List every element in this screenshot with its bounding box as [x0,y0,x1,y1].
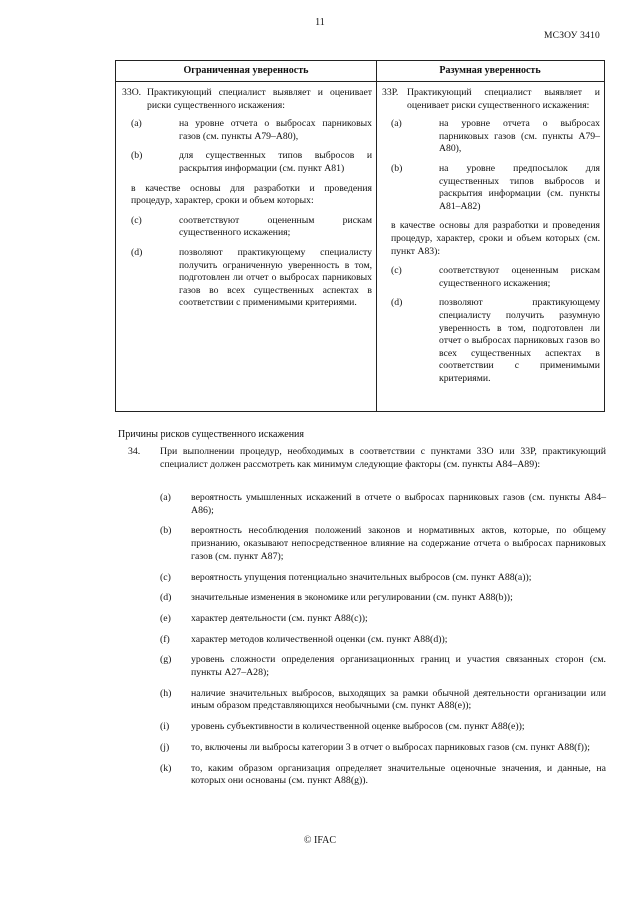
lead-text: в качестве основы для разработки и проведения процедур, характер, сроки и объем которых (см. пункт А83): [391,220,600,257]
paragraph-number: 33Р. [382,87,399,98]
list-item [118,742,606,755]
list-item [118,525,606,563]
paragraph-33o [122,87,372,112]
item-text: на уровне предпосылок для существенных типов выбросов и раскрытия информации (см. пункты А81–А82) [439,162,600,212]
item-label: (k) [160,762,172,774]
item-label: (a) [391,118,402,130]
item-label: (a) [131,118,142,130]
lead-text: в качестве основы для разработки и проведения процедур, характер, сроки и объем которых: [131,182,372,207]
limited-assurance-column [122,87,372,317]
list-item [382,265,600,290]
item-label: (c) [391,265,402,277]
item-text: вероятность умышленных искажений в отчете о выбросах парниковых газов (см. пункты А84–А86); [191,492,606,516]
list-item [118,592,606,605]
item-label: (b) [391,162,403,174]
section-title: Причины рисков существенного искажения [118,429,305,440]
item-text: позволяют практикующему специалисту получить ограниченную уверенность в том, подготовлен ли отчет о выбросах парниковых газов во всех существенных аспектах в соответствии с применимыми критериями. [179,246,372,309]
reasonable-assurance-heading: Разумная уверенность [439,65,541,76]
list-item [122,215,372,240]
list-item [118,634,606,647]
list-item [118,492,606,517]
item-text: соответствуют оцененным рискам существенного искажения; [439,265,600,289]
paragraph-number: 33О. [122,87,142,98]
limited-assurance-heading: Ограниченная уверенность [183,65,309,76]
item-label: (c) [131,214,142,226]
item-label: (b) [131,150,143,162]
paragraph-text: Практикующий специалист выявляет и оценивает риски существенного искажения: [407,87,600,111]
list-item [122,118,372,143]
item-label: (d) [131,246,143,258]
item-text: для существенных типов выбросов и раскрытия информации (см. пункт А81) [179,150,372,174]
factors-list [118,492,606,796]
reasonable-assurance-column [382,87,600,392]
item-text: на уровне отчета о выбросах парниковых газов (см. пункты А79–А80), [179,118,372,142]
item-label: (f) [160,633,170,645]
header-rule [116,81,604,82]
item-text: соответствуют оцененным рискам существенного искажения; [179,214,372,239]
item-text: характер деятельности (см. пункт А88(c)); [191,612,368,624]
item-label: (h) [160,687,172,699]
item-label: (i) [160,721,170,733]
paragraph-number: 34. [128,446,141,457]
list-item [122,247,372,310]
item-text: уровень субъективности в количественной оценке выбросов (см. пункт А88(e)); [191,721,525,733]
list-item [122,150,372,175]
item-label: (a) [160,492,171,503]
column-divider [376,61,377,411]
list-item [118,654,606,679]
item-label: (e) [160,612,171,624]
item-label: (d) [160,592,172,604]
list-item [118,613,606,626]
item-text: то, каким образом организация определяет значительные оценочные значения, и данные, на которых они основаны (см. пункт А88(g)). [191,762,606,787]
paragraph-33r [382,87,600,112]
item-label: (j) [160,741,170,753]
page-number: 11 [315,17,325,28]
paragraph-text: Практикующий специалист выявляет и оценивает риски существенного искажения: [147,87,372,111]
item-text: значительные изменения в экономике или регулировании (см. пункт А88(b)); [191,592,513,604]
item-text: позволяют практикующему специалисту получить разумную уверенность в том, подготовлен ли отчет о выбросах парниковых газов во всех существенных аспектах в соответствии с применимыми критериями. [439,297,600,384]
item-text: наличие значительных выбросов, выходящих за рамки обычной деятельности организации или иным образом представляющихся необычными (см. пункт А88(e)); [191,687,606,712]
standard-code: МСЗОУ 3410 [544,31,600,41]
item-text: на уровне отчета о выбросах парниковых газов (см. пункты А79–А80), [439,118,600,155]
item-label: (b) [160,525,172,537]
list-item [118,721,606,734]
item-label: (d) [391,297,403,309]
copyright-footer: © IFAC [303,835,337,846]
list-item [382,297,600,385]
item-label: (c) [160,571,171,583]
paragraph-34 [118,446,606,471]
list-item [382,163,600,213]
item-text: вероятность упущения потенциально значительных выбросов (см. пункт А88(a)); [191,571,532,583]
comparison-table [115,60,605,412]
list-item [118,688,606,713]
item-text: то, включены ли выбросы категории 3 в отчет о выбросах парниковых газов (см. пункт А88(f)); [191,741,590,753]
paragraph-text: При выполнении процедур, необходимых в соответствии с пунктами 33О или 33Р, практикующий специалист должен рассмотреть как минимум следующие факторы (см. пункты А84–А89): [160,446,606,470]
item-text: вероятность несоблюдения положений законов и нормативных актов, которые, по общему признанию, оказывают непосредственное влияние на содержание отчета о выбросах парниковых газов (см. пункт А87); [191,525,606,562]
list-item [118,572,606,585]
item-text: характер методов количественной оценки (см. пункт А88(d)); [191,633,448,645]
item-text: уровень сложности определения организационных границ и участия связанных сторон (см. пункты А27–А28); [191,654,606,679]
list-item [382,118,600,156]
list-item [118,763,606,788]
item-label: (g) [160,654,172,666]
